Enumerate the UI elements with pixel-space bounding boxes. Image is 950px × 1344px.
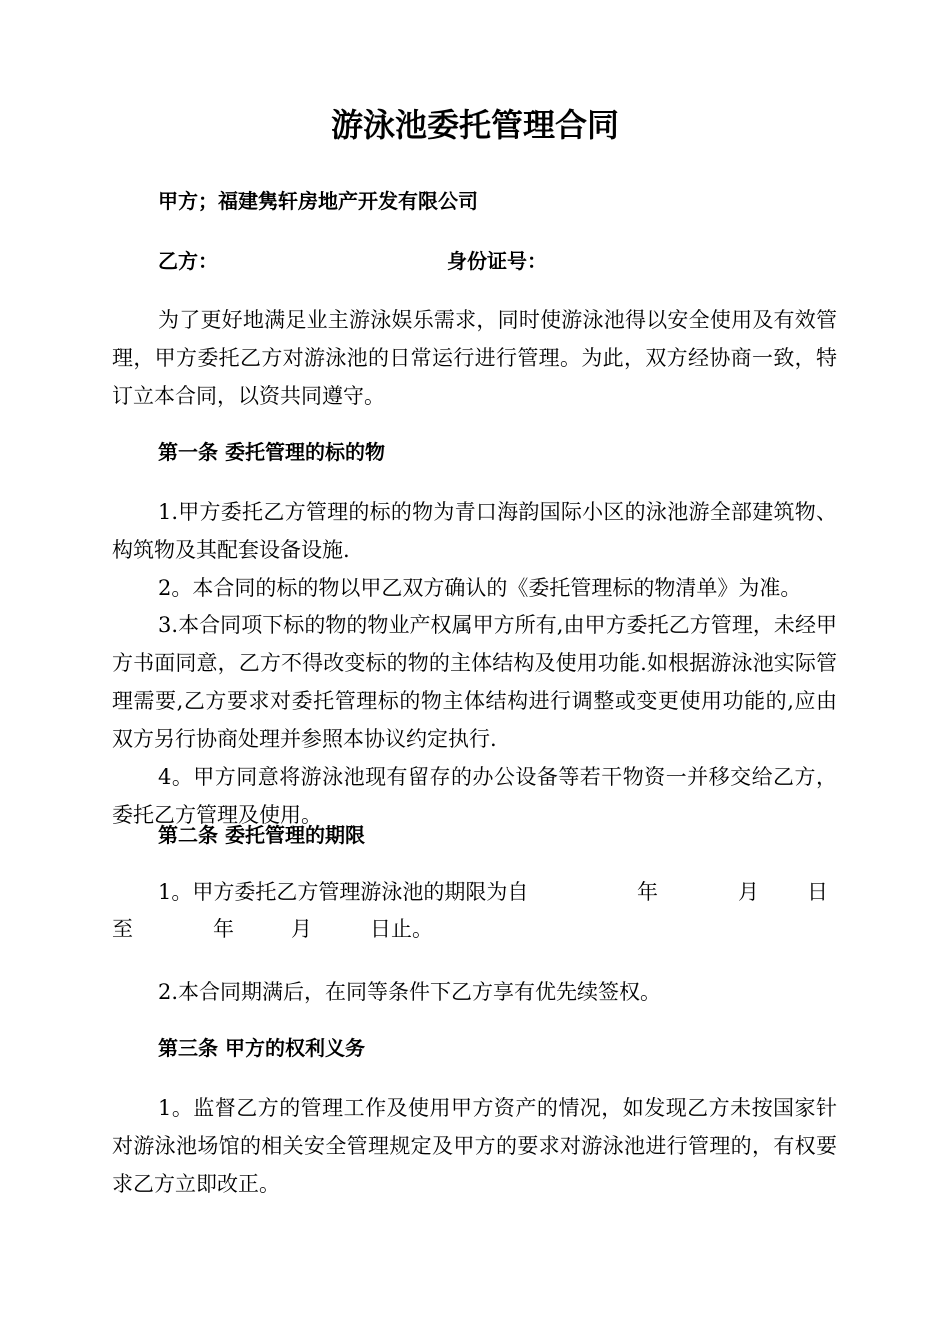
end-day-label: 日止。 xyxy=(370,917,433,941)
intro-paragraph: 为了更好地满足业主游泳娱乐需求，同时使游泳池得以安全使用及有效管理，甲方委托乙方对游泳池的日常运行进行管理。为此，双方经协商一致，特订立本合同，以资共同遵守。 xyxy=(112,308,837,408)
article-1-item-2: 2。本合同的标的物以甲乙双方确认的《委托管理标的物清单》为准。 xyxy=(158,576,802,600)
end-year-label: 年 xyxy=(213,917,234,941)
article-2-item-2: 2.本合同期满后，在同等条件下乙方享有优先续签权。 xyxy=(158,980,662,1004)
start-day-label: 日 xyxy=(807,880,828,904)
end-month-label: 月 xyxy=(291,917,312,941)
article-1-heading: 第一条 委托管理的标的物 xyxy=(158,440,385,464)
article-2-heading: 第二条 委托管理的期限 xyxy=(158,823,365,847)
document-title: 游泳池委托管理合同 xyxy=(330,106,619,144)
article-3-item-1: 1。监督乙方的管理工作及使用甲方资产的情况，如发现乙方未按国家针对游泳池场馆的相关安全管理规定及甲方的要求对游泳池进行管理的，有权要求乙方立即改正。 xyxy=(112,1096,837,1196)
to-label: 至 xyxy=(112,917,133,941)
term-prefix: 1。甲方委托乙方管理游泳池的期限为自 xyxy=(158,880,529,904)
article-1-item-4: 4。甲方同意将游泳池现有留存的办公设备等若干物资一并移交给乙方，委托乙方管理及使用。 xyxy=(112,765,837,827)
id-number-label: 身份证号： xyxy=(447,249,547,273)
article-3-heading: 第三条 甲方的权利义务 xyxy=(158,1036,365,1060)
article-1-item-3: 3.本合同项下标的物的物业产权属甲方所有,由甲方委托乙方管理，未经甲方书面同意，乙方不得改变标的物的主体结构及使用功能.如根据游泳池实际管理需要,乙方要求对委托管理标的物主体结构进行调整或变更使用功能的,应由双方另行协商处理并参照本协议约定执行. xyxy=(112,613,837,751)
party-a-line: 甲方；福建隽轩房地产开发有限公司 xyxy=(158,189,478,213)
start-year-label: 年 xyxy=(637,880,658,904)
party-b-label: 乙方： xyxy=(158,249,218,273)
start-month-label: 月 xyxy=(738,880,759,904)
article-1-item-1: 1.甲方委托乙方管理的标的物为青口海韵国际小区的泳池游全部建筑物、构筑物及其配套设备设施. xyxy=(112,500,837,562)
